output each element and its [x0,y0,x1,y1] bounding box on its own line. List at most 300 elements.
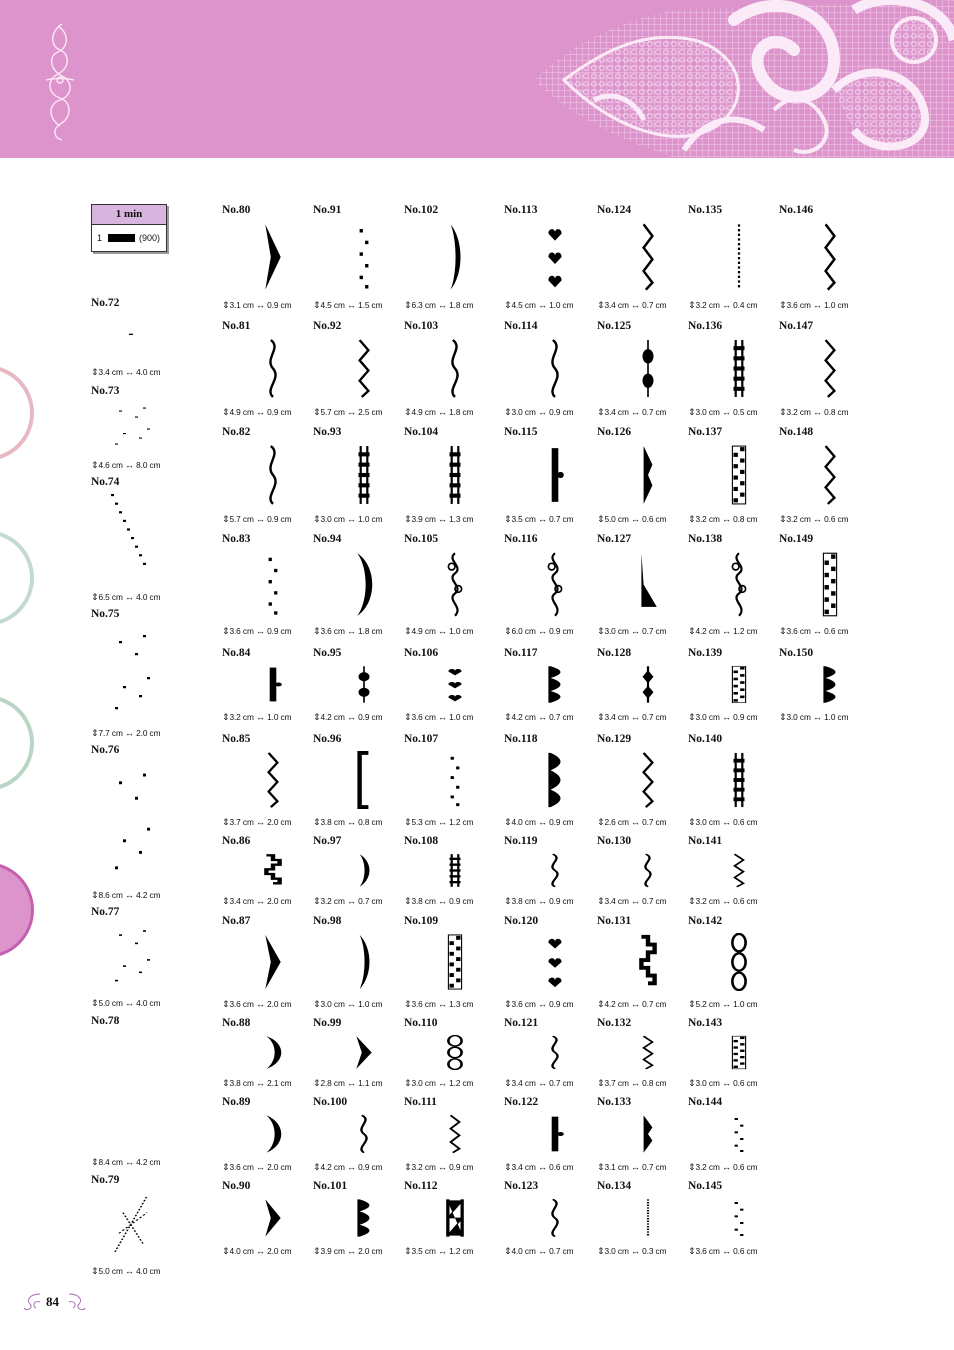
width-arrow-icon: ↔ [437,999,447,1009]
pattern-width: 4.2 cm [136,1157,161,1167]
pattern-height: 6.5 cm [98,592,123,602]
height-arrow-icon: ⇕ [597,514,605,524]
height-arrow-icon: ⇕ [313,407,321,417]
pattern-dimensions [313,817,382,828]
pattern-number: No.143 [688,1017,723,1029]
pattern-height: 3.0 cm [786,712,811,722]
stitch-pattern-icon [353,933,375,991]
pattern-width: 2.0 cm [358,1246,383,1256]
stitch-pattern-icon [728,933,750,991]
pattern-height: 3.5 cm [511,514,536,524]
height-arrow-icon: ⇕ [222,817,230,827]
pattern-number: No.86 [222,835,251,847]
stitch-pattern-icon [111,626,151,716]
height-arrow-icon: ⇕ [688,1078,696,1088]
pattern-height: 5.0 cm [98,998,123,1008]
pattern-height: 3.2 cm [695,514,720,524]
stitch-pattern-icon [544,1035,566,1070]
width-arrow-icon: ↔ [437,1246,447,1256]
pattern-number: No.90 [222,1180,251,1192]
pattern-dimensions [597,1162,666,1173]
pattern-width: 1.0 cm [549,300,574,310]
pattern-number: No.145 [688,1180,723,1192]
pattern-width: 0.6 cm [824,514,849,524]
pattern-number: No.126 [597,426,632,438]
pattern-dimensions [222,407,291,418]
pattern-height: 6.3 cm [411,300,436,310]
stitch-pattern-icon [544,222,566,292]
pattern-width: 1.2 cm [449,817,474,827]
pattern-dimensions [688,300,757,311]
pattern-width: 1.0 cm [733,999,758,1009]
width-arrow-icon: ↔ [255,999,265,1009]
stitch-pattern-icon [444,338,466,399]
width-arrow-icon: ↔ [346,817,356,827]
height-arrow-icon: ⇕ [688,1162,696,1172]
pattern-width: 4.0 cm [136,998,161,1008]
lace-ornament-icon [534,0,954,158]
stitch-pattern-icon [637,1198,659,1238]
pattern-number: No.87 [222,915,251,927]
pattern-number: No.74 [91,476,120,488]
pattern-dimensions [313,712,382,723]
height-arrow-icon: ⇕ [313,999,321,1009]
stitch-pattern-icon [544,933,566,991]
width-arrow-icon: ↔ [537,626,547,636]
stitch-pattern-icon [728,853,750,888]
pattern-height: 3.4 cm [604,407,629,417]
stitch-pattern-icon [444,222,466,292]
width-arrow-icon: ↔ [346,1078,356,1088]
pattern-width: 1.8 cm [358,626,383,636]
pattern-dimensions [688,896,757,907]
stitch-pattern-icon [728,444,750,506]
height-arrow-icon: ⇕ [688,999,696,1009]
pattern-width: 0.7 cm [642,407,667,417]
pattern-height: 3.0 cm [320,999,345,1009]
pattern-width: 1.2 cm [733,626,758,636]
pattern-number: No.141 [688,835,723,847]
pattern-height: 3.4 cm [604,300,629,310]
pattern-dimensions [313,896,382,907]
height-arrow-icon: ⇕ [404,817,412,827]
height-arrow-icon: ⇕ [597,407,605,417]
height-arrow-icon: ⇕ [222,300,230,310]
pattern-dimensions [313,514,382,525]
side-tab-ring [0,695,34,791]
stitch-pattern-icon [637,444,659,506]
stitch-pattern-icon [544,444,566,506]
pattern-dimensions [313,300,382,311]
stitch-pattern-icon [728,1114,750,1154]
pattern-width: 0.9 cm [549,626,574,636]
stitch-pattern-icon [353,1198,375,1238]
pattern-number: No.109 [404,915,439,927]
stitch-pattern-icon [544,853,566,888]
pattern-width: 0.7 cm [549,712,574,722]
pattern-width: 0.9 cm [358,1162,383,1172]
stitch-pattern-icon [353,1114,375,1154]
pattern-height: 5.0 cm [604,514,629,524]
width-arrow-icon: ↔ [346,712,356,722]
pattern-dimensions [688,817,757,828]
pattern-dimensions [597,1246,666,1257]
height-arrow-icon: ⇕ [404,999,412,1009]
pattern-width: 2.5 cm [358,407,383,417]
stitch-pattern-icon [353,222,375,292]
pattern-dimensions [404,300,473,311]
height-arrow-icon: ⇕ [779,407,787,417]
height-arrow-icon: ⇕ [597,817,605,827]
pattern-number: No.89 [222,1096,251,1108]
pattern-width: 0.9 cm [733,712,758,722]
pattern-number: No.73 [91,385,120,397]
pattern-width: 1.0 cm [449,712,474,722]
width-arrow-icon: ↔ [721,514,731,524]
stitch-pattern-icon [111,924,151,986]
pattern-width: 0.7 cm [642,896,667,906]
stitch-pattern-icon [262,551,284,618]
width-arrow-icon: ↔ [537,514,547,524]
pattern-width: 0.7 cm [642,300,667,310]
pattern-height: 3.4 cm [511,1078,536,1088]
stitch-pattern-icon [444,444,466,506]
pattern-number: No.78 [91,1015,120,1027]
pattern-dimensions [222,300,291,311]
pattern-dimensions [404,1078,473,1089]
pattern-height: 3.0 cm [695,407,720,417]
height-arrow-icon: ⇕ [504,300,512,310]
pattern-width: 1.0 cm [267,712,292,722]
pattern-number: No.124 [597,204,632,216]
pattern-height: 3.4 cm [604,712,629,722]
stitch-pattern-icon [637,222,659,292]
pattern-width: 0.7 cm [642,1162,667,1172]
height-arrow-icon: ⇕ [504,817,512,827]
width-arrow-icon: ↔ [812,712,822,722]
stitch-pattern-icon [544,751,566,809]
pattern-height: 3.2 cm [229,712,254,722]
stitch-pattern-icon [637,751,659,809]
width-arrow-icon: ↔ [721,1162,731,1172]
stitch-pattern-icon [544,665,566,704]
width-arrow-icon: ↔ [255,407,265,417]
height-arrow-icon: ⇕ [597,999,605,1009]
pattern-number: No.72 [91,297,120,309]
width-arrow-icon: ↔ [537,300,547,310]
legend-row-number: 1 [97,233,103,243]
pattern-height: 2.8 cm [320,1078,345,1088]
pattern-width: 2.0 cm [267,896,292,906]
pattern-height: 3.0 cm [604,626,629,636]
pattern-dimensions [91,890,160,901]
pattern-number: No.96 [313,733,342,745]
pattern-dimensions [404,514,473,525]
legend-row-value: (900) [139,233,161,243]
pattern-height: 4.9 cm [411,407,436,417]
height-arrow-icon: ⇕ [313,1246,321,1256]
pattern-dimensions [313,999,382,1010]
stitch-pattern-icon [353,853,375,888]
pattern-height: 8.6 cm [98,890,123,900]
pattern-height: 3.2 cm [786,514,811,524]
height-arrow-icon: ⇕ [504,1162,512,1172]
pattern-dimensions [688,999,757,1010]
pattern-height: 3.6 cm [229,626,254,636]
width-arrow-icon: ↔ [124,890,134,900]
width-arrow-icon: ↔ [630,407,640,417]
pattern-height: 3.1 cm [229,300,254,310]
pattern-number: No.114 [504,320,538,332]
pattern-width: 1.0 cm [358,514,383,524]
pattern-height: 3.4 cm [604,896,629,906]
pattern-width: 0.9 cm [267,626,292,636]
pattern-width: 0.7 cm [642,626,667,636]
pattern-number: No.122 [504,1096,539,1108]
pattern-number: No.132 [597,1017,632,1029]
pattern-width: 0.9 cm [449,1162,474,1172]
pattern-height: 3.6 cm [229,999,254,1009]
pattern-height: 3.2 cm [411,1162,436,1172]
pattern-width: 0.5 cm [733,407,758,417]
pattern-height: 3.6 cm [411,999,436,1009]
pattern-number: No.118 [504,733,538,745]
stitch-pattern-icon [262,1035,284,1070]
stitch-pattern-icon [728,665,750,704]
pattern-number: No.128 [597,647,632,659]
width-arrow-icon: ↔ [537,999,547,1009]
pattern-number: No.130 [597,835,632,847]
pattern-dimensions [779,626,848,637]
pattern-dimensions [504,514,573,525]
height-arrow-icon: ⇕ [222,626,230,636]
pattern-number: No.150 [779,647,814,659]
stitch-pattern-icon [728,1035,750,1070]
pattern-number: No.97 [313,835,342,847]
height-arrow-icon: ⇕ [504,999,512,1009]
pattern-number: No.99 [313,1017,342,1029]
pattern-number: No.135 [688,204,723,216]
stitch-pattern-icon [637,933,659,991]
stitch-pattern-icon [444,665,466,704]
legend-row [92,225,166,251]
stitch-pattern-icon [444,1035,466,1070]
pattern-dimensions [313,1162,382,1173]
stitch-pattern-icon [637,1114,659,1154]
pattern-dimensions [688,626,757,637]
pattern-dimensions [504,1078,573,1089]
pattern-dimensions [688,514,757,525]
pattern-height: 3.0 cm [604,1246,629,1256]
pattern-dimensions [779,407,848,418]
width-arrow-icon: ↔ [124,1157,134,1167]
pattern-width: 2.0 cm [267,999,292,1009]
pattern-width: 0.7 cm [642,999,667,1009]
pattern-dimensions [404,896,473,907]
width-arrow-icon: ↔ [255,712,265,722]
width-arrow-icon: ↔ [630,817,640,827]
pattern-dimensions [504,999,573,1010]
stitch-pattern-icon [819,665,841,704]
pattern-width: 0.6 cm [642,514,667,524]
width-arrow-icon: ↔ [124,460,134,470]
width-arrow-icon: ↔ [630,514,640,524]
pattern-height: 2.6 cm [604,817,629,827]
pattern-width: 0.8 cm [824,407,849,417]
pattern-width: 0.7 cm [642,817,667,827]
pattern-dimensions [222,514,291,525]
width-arrow-icon: ↔ [721,999,731,1009]
width-arrow-icon: ↔ [630,626,640,636]
height-arrow-icon: ⇕ [688,626,696,636]
stitch-pattern-icon [544,551,566,618]
stitch-pattern-icon [262,933,284,991]
pattern-dimensions [504,626,573,637]
width-arrow-icon: ↔ [124,998,134,1008]
stitch-pattern-icon [544,338,566,399]
pattern-number: No.142 [688,915,723,927]
width-arrow-icon: ↔ [537,896,547,906]
height-arrow-icon: ⇕ [779,300,787,310]
width-arrow-icon: ↔ [630,1162,640,1172]
pattern-width: 0.9 cm [549,407,574,417]
pattern-height: 3.2 cm [320,896,345,906]
pattern-width: 1.8 cm [449,407,474,417]
height-arrow-icon: ⇕ [688,514,696,524]
pattern-dimensions [779,300,848,311]
pattern-dimensions [688,712,757,723]
pattern-width: 0.9 cm [267,407,292,417]
pattern-width: 0.9 cm [267,514,292,524]
stitch-pattern-icon [262,222,284,292]
pattern-dimensions [91,367,160,378]
width-arrow-icon: ↔ [346,999,356,1009]
width-arrow-icon: ↔ [255,817,265,827]
pattern-number: No.106 [404,647,439,659]
width-arrow-icon: ↔ [721,626,731,636]
stitch-pattern-icon [637,551,659,618]
page-number: 84 [46,1294,59,1309]
width-arrow-icon: ↔ [537,407,547,417]
pattern-number: No.148 [779,426,814,438]
stitch-pattern-icon [353,751,375,809]
stitch-pattern-icon [262,751,284,809]
pattern-number: No.121 [504,1017,539,1029]
height-arrow-icon: ⇕ [222,1162,230,1172]
height-arrow-icon: ⇕ [91,1266,99,1276]
pattern-number: No.102 [404,204,439,216]
width-arrow-icon: ↔ [721,1078,731,1088]
stitch-pattern-icon [637,853,659,888]
height-arrow-icon: ⇕ [597,896,605,906]
pattern-height: 4.2 cm [320,712,345,722]
legend-title: 1 min [92,205,166,225]
width-arrow-icon: ↔ [124,728,134,738]
pattern-height: 3.8 cm [411,896,436,906]
pattern-dimensions [404,999,473,1010]
pattern-height: 3.0 cm [320,514,345,524]
pattern-number: No.84 [222,647,251,659]
height-arrow-icon: ⇕ [313,300,321,310]
height-arrow-icon: ⇕ [91,728,99,738]
width-arrow-icon: ↔ [630,999,640,1009]
width-arrow-icon: ↔ [630,896,640,906]
pattern-number: No.104 [404,426,439,438]
pattern-height: 3.0 cm [695,1078,720,1088]
pattern-height: 5.2 cm [695,999,720,1009]
pattern-number: No.88 [222,1017,251,1029]
pattern-dimensions [688,1246,757,1257]
pattern-height: 4.9 cm [229,407,254,417]
pattern-width: 0.7 cm [358,896,383,906]
height-arrow-icon: ⇕ [779,712,787,722]
pattern-number: No.95 [313,647,342,659]
pattern-number: No.76 [91,744,120,756]
pattern-height: 3.8 cm [229,1078,254,1088]
pattern-dimensions [404,1246,473,1257]
pattern-dimensions [222,1078,291,1089]
width-arrow-icon: ↔ [255,1162,265,1172]
width-arrow-icon: ↔ [437,817,447,827]
pattern-dimensions [91,460,160,471]
pattern-height: 3.4 cm [511,1162,536,1172]
pattern-dimensions [222,896,291,907]
side-tab-ring [0,530,34,626]
stitch-pattern-icon [637,1035,659,1070]
pattern-width: 0.6 cm [824,626,849,636]
pattern-height: 5.0 cm [98,1266,123,1276]
pattern-width: 0.9 cm [549,999,574,1009]
width-arrow-icon: ↔ [812,514,822,524]
pattern-height: 3.0 cm [695,817,720,827]
pattern-number: No.140 [688,733,723,745]
height-arrow-icon: ⇕ [313,514,321,524]
stitch-pattern-icon [444,1114,466,1154]
width-arrow-icon: ↔ [537,1162,547,1172]
pattern-number: No.149 [779,533,814,545]
stitch-pattern-icon [819,551,841,618]
pattern-width: 1.2 cm [449,1246,474,1256]
width-arrow-icon: ↔ [437,896,447,906]
pattern-number: No.127 [597,533,632,545]
stitch-pattern-icon [262,1198,284,1238]
pattern-dimensions [504,817,573,828]
height-arrow-icon: ⇕ [222,514,230,524]
width-arrow-icon: ↔ [721,896,731,906]
pattern-number: No.85 [222,733,251,745]
pattern-width: 1.8 cm [449,300,474,310]
stitch-pattern-icon [728,222,750,292]
height-arrow-icon: ⇕ [504,712,512,722]
height-arrow-icon: ⇕ [779,626,787,636]
width-arrow-icon: ↔ [255,514,265,524]
pattern-width: 0.7 cm [549,514,574,524]
pattern-number: No.83 [222,533,251,545]
stitch-pattern-icon [111,315,151,355]
stitch-pattern-icon [444,933,466,991]
pattern-number: No.133 [597,1096,632,1108]
pattern-number: No.136 [688,320,723,332]
height-arrow-icon: ⇕ [404,407,412,417]
height-arrow-icon: ⇕ [404,1162,412,1172]
pattern-width: 1.0 cm [824,712,849,722]
stitch-pattern-icon [262,665,284,704]
pattern-number: No.93 [313,426,342,438]
pattern-width: 0.8 cm [642,1078,667,1088]
pattern-width: 0.6 cm [733,817,758,827]
height-arrow-icon: ⇕ [688,896,696,906]
pattern-number: No.81 [222,320,251,332]
